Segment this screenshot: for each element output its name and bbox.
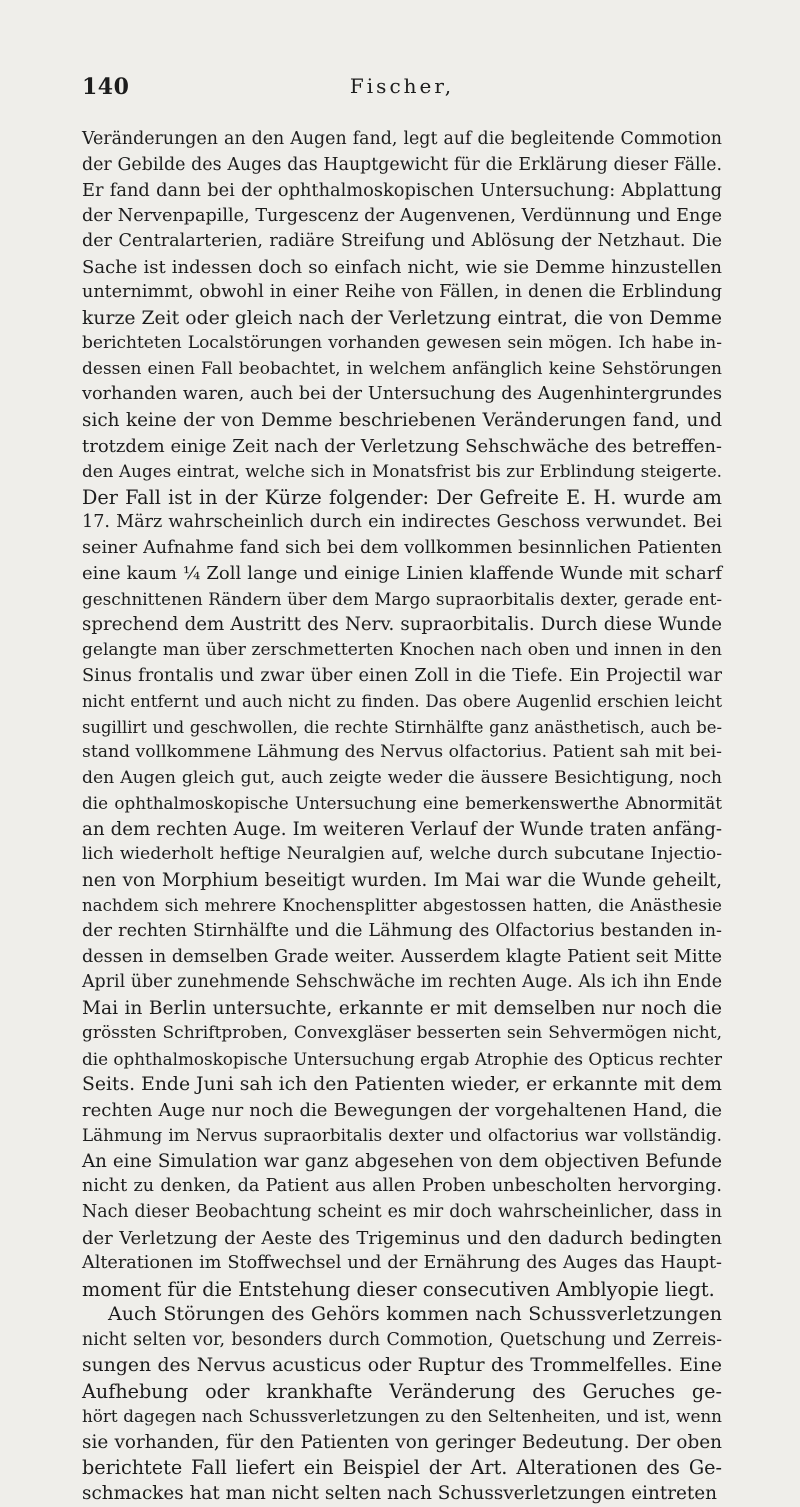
text-line: nicht entfernt und auch nicht zu finden. Das obere Augenlid erschien leicht xyxy=(82,692,722,712)
text-line: Lähmung im Nervus supraorbitalis dexter und olfactorius war vollständig. xyxy=(82,1125,722,1146)
text-line: Alterationen im Stoffwechsel und der Ernährung des Auges das Haupt- xyxy=(82,1253,722,1274)
text-line: schmackes hat man nicht selten nach Schussverletzungen eintreten xyxy=(82,1482,718,1504)
text-line: sich keine der von Demme beschriebenen Veränderungen fand, und xyxy=(82,410,722,432)
text-line: vorhanden waren, auch bei der Untersuchung des Augenhintergrundes xyxy=(82,384,722,405)
text-line: sugillirt und geschwollen, die rechte Stirnhälfte ganz anästhetisch, auch be- xyxy=(82,717,722,737)
text-line: stand vollkommene Lähmung des Nervus olfactorius. Patient sah mit bei- xyxy=(82,742,722,763)
text-line: Veränderungen an den Augen fand, legt auf die begleitende Commotion xyxy=(82,129,722,149)
text-line: sprechend dem Austritt des Nerv. supraorbitalis. Durch diese Wunde xyxy=(82,614,722,636)
text-line: dessen in demselben Grade weiter. Ausserdem klagte Patient seit Mitte xyxy=(82,946,722,967)
text-line: Der Fall ist in der Kürze folgender: Der Gefreite E. H. wurde am xyxy=(82,485,722,509)
text-line: Er fand dann bei der ophthalmoskopischen Untersuchung: Abplattung xyxy=(82,180,722,202)
text-line: Seits. Ende Juni sah ich den Patienten wieder, er erkannte mit dem xyxy=(82,1074,722,1096)
text-line: grössten Schriftproben, Convexgläser besserten sein Sehvermögen nicht, xyxy=(82,1023,722,1044)
text-line: April über zunehmende Sehschwäche im rechten Auge. Als ich ihn Ende xyxy=(82,972,722,993)
text-line: dessen einen Fall beobachtet, in welchem anfänglich keine Sehstörungen xyxy=(82,358,722,379)
text-line: sie vorhanden, für den Patienten von geringer Bedeutung. Der oben xyxy=(82,1431,722,1453)
text-line: der Verletzung der Aeste des Trigeminus und den dadurch bedingten xyxy=(82,1227,722,1249)
text-line: 17. März wahrscheinlich durch ein indirectes Geschoss verwundet. Bei xyxy=(82,512,722,533)
text-line: der rechten Stirnhälfte und die Lähmung des Olfactorius bestanden in- xyxy=(82,920,722,941)
text-line: der Centralarterien, radiäre Streifung und Ablösung der Netzhaut. Die xyxy=(82,231,722,252)
text-line: den Augen gleich gut, auch zeigte weder die äussere Besichtigung, noch xyxy=(82,767,722,788)
text-line: eine kaum ¼ Zoll lange und einige Linien klaffende Wunde mit scharf xyxy=(82,563,722,585)
text-line: kurze Zeit oder gleich nach der Verletzung eintrat, die von Demme xyxy=(82,307,722,329)
text-line: die ophthalmoskopische Untersuchung ergab Atrophie des Opticus rechter xyxy=(82,1048,722,1069)
text-line: nen von Morphium beseitigt wurden. Im Mai war die Wunde geheilt, xyxy=(82,869,722,891)
text-line: trotzdem einige Zeit nach der Verletzung Sehschwäche des betreffen- xyxy=(82,435,722,457)
text-line: hört dagegen nach Schussverletzungen zu den Seltenheiten, und ist, wenn xyxy=(82,1406,722,1427)
text-line: lich wiederholt heftige Neuralgien auf, welche durch subcutane Injectio- xyxy=(82,844,722,865)
running-head: Fischer, xyxy=(349,74,455,98)
page-number: 140 xyxy=(82,74,130,100)
text-line: Aufhebung oder krankhafte Veränderung des Geruches ge- xyxy=(82,1379,722,1403)
text-line: An eine Simulation war ganz abgesehen von dem objectiven Befunde xyxy=(82,1150,722,1172)
text-line: rechten Auge nur noch die Bewegungen der vorgehaltenen Hand, die xyxy=(82,1099,722,1121)
text-line: nicht zu denken, da Patient aus allen Proben unbescholten hervorging. xyxy=(82,1176,722,1197)
text-line: Sache ist indessen doch so einfach nicht, wie sie Demme hinzustellen xyxy=(82,256,722,278)
text-line: Auch Störungen des Gehörs kommen nach Schussverletzungen xyxy=(108,1303,722,1326)
text-line: den Auges eintrat, welche sich in Monatsfrist bis zur Erblindung steigerte. xyxy=(82,461,722,482)
text-line: nicht selten vor, besonders durch Commotion, Quetschung und Zerreis- xyxy=(82,1329,722,1350)
text-line: Sinus frontalis und zwar über einen Zoll in die Tiefe. Ein Projectil war xyxy=(82,665,722,687)
text-line: seiner Aufnahme fand sich bei dem vollkommen besinnlichen Patienten xyxy=(82,537,722,558)
text-line: berichtete Fall liefert ein Beispiel der Art. Alterationen des Ge- xyxy=(82,1456,722,1480)
text-line: an dem rechten Auge. Im weiteren Verlauf der Wunde traten anfäng- xyxy=(82,818,722,840)
text-line: berichteten Localstörungen vorhanden gewesen sein mögen. Ich habe in- xyxy=(82,333,722,354)
text-line: unternimmt, obwohl in einer Reihe von Fällen, in denen die Erblindung xyxy=(82,282,722,303)
page-header xyxy=(82,74,722,100)
text-line: geschnittenen Rändern über dem Margo supraorbitalis dexter, gerade ent- xyxy=(82,588,722,609)
text-line: gelangte man über zerschmetterten Knochen nach oben und innen in den xyxy=(82,639,722,660)
text-line: nachdem sich mehrere Knochensplitter abgestossen hatten, die Anästhesie xyxy=(82,896,722,916)
text-line: sungen des Nervus acusticus oder Ruptur des Trommelfelles. Eine xyxy=(82,1355,722,1377)
body-text xyxy=(82,127,722,1507)
text-line: moment für die Entstehung dieser consecutiven Amblyopie liegt. xyxy=(82,1277,715,1301)
text-line: Mai in Berlin untersuchte, erkannte er mit demselben nur noch die xyxy=(82,997,722,1019)
text-line: Nach dieser Beobachtung scheint es mir doch wahrscheinlicher, dass in xyxy=(82,1201,722,1222)
text-line: die ophthalmoskopische Untersuchung eine bemerkenswerthe Abnormität xyxy=(82,793,722,814)
text-line: der Nervenpapille, Turgescenz der Augenvenen, Verdünnung und Enge xyxy=(82,205,722,226)
text-line: der Gebilde des Auges das Hauptgewicht für die Erklärung dieser Fälle. xyxy=(82,154,722,175)
